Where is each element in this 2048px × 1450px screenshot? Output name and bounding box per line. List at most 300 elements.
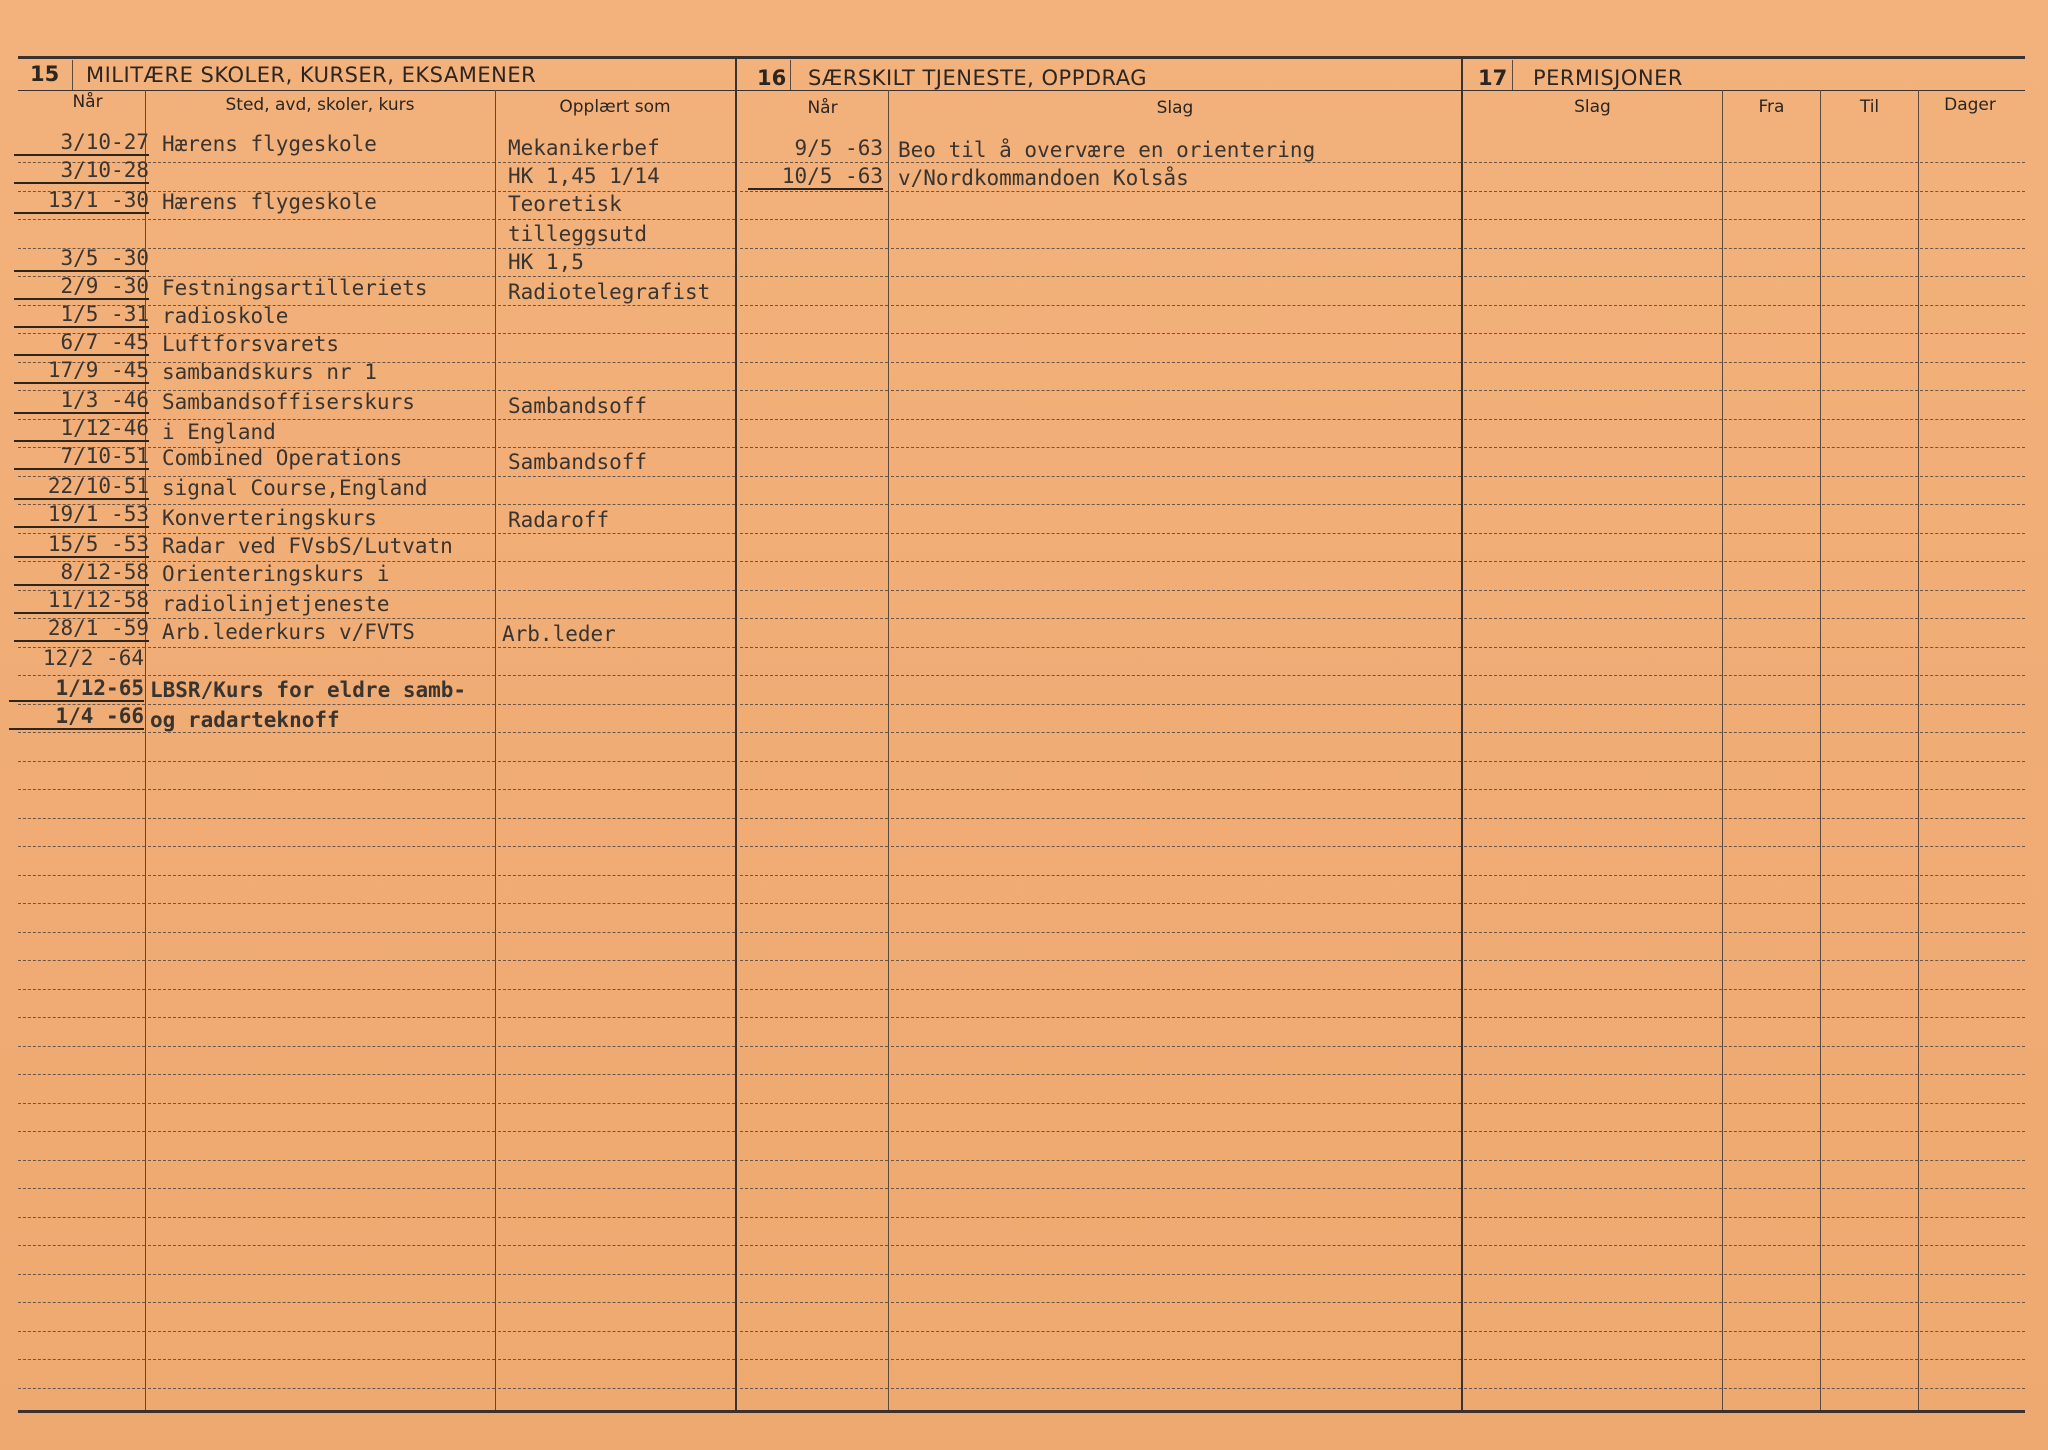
ruled-line	[148, 989, 495, 990]
ruled-line	[1464, 1217, 1722, 1218]
ruled-line	[148, 789, 495, 790]
ruled-line	[1724, 362, 1820, 363]
entry-opplaert: tilleggsutd	[508, 222, 648, 246]
ruled-line	[1822, 1103, 1918, 1104]
ruled-line	[498, 276, 735, 277]
ruled-line	[1920, 191, 2025, 192]
ruled-line	[1822, 1302, 1918, 1303]
entry-date: 7/10-51	[14, 444, 149, 470]
col-divider	[1918, 90, 1919, 1410]
section-divider-16-17	[1461, 58, 1463, 1410]
ruled-line	[148, 1217, 495, 1218]
ruled-line	[1464, 704, 1722, 705]
ruled-line	[891, 1359, 1461, 1360]
ruled-line	[1822, 675, 1918, 676]
ruled-line	[1822, 476, 1918, 477]
entry-sted: sambandskurs nr 1	[162, 360, 377, 384]
ruled-line	[498, 647, 735, 648]
ruled-line	[148, 761, 495, 762]
ruled-line	[740, 362, 888, 363]
ruled-line	[18, 1274, 145, 1275]
ruled-line	[740, 504, 888, 505]
ruled-line	[1724, 618, 1820, 619]
ruled-line	[148, 162, 495, 163]
ruled-line	[891, 1331, 1461, 1332]
ruled-line	[1464, 1131, 1722, 1132]
ruled-line	[498, 818, 735, 819]
ruled-line	[891, 305, 1461, 306]
col-header-slag-16: Slag	[1156, 98, 1194, 118]
ruled-line	[18, 1017, 145, 1018]
ruled-line	[1822, 618, 1918, 619]
ruled-line	[740, 219, 888, 220]
ruled-line	[740, 818, 888, 819]
ruled-line	[498, 732, 735, 733]
ruled-line	[1822, 447, 1918, 448]
ruled-line	[1920, 447, 2025, 448]
ruled-line	[1920, 390, 2025, 391]
entry-date: 28/1 -59	[14, 616, 149, 642]
ruled-line	[891, 818, 1461, 819]
ruled-line	[891, 276, 1461, 277]
ruled-line	[18, 989, 145, 990]
ruled-line	[1920, 675, 2025, 676]
ruled-line	[148, 818, 495, 819]
ruled-line	[1464, 1074, 1722, 1075]
entry-date: 22/10-51	[14, 474, 149, 500]
ruled-line	[18, 1217, 145, 1218]
ruled-line	[740, 932, 888, 933]
entry-sted: Hærens flygeskole	[162, 190, 377, 214]
ruled-line	[148, 1388, 495, 1389]
ruled-line	[148, 1046, 495, 1047]
ruled-line	[148, 1188, 495, 1189]
ruled-line	[18, 1046, 145, 1047]
ruled-line	[18, 932, 145, 933]
ruled-line	[891, 333, 1461, 334]
ruled-line	[1920, 704, 2025, 705]
ruled-line	[148, 1131, 495, 1132]
bottom-border	[18, 1410, 2025, 1413]
ruled-line	[18, 1188, 145, 1189]
entry-date: 8/12-58	[14, 560, 149, 586]
entry-date: 13/1 -30	[14, 188, 149, 214]
ruled-line	[740, 390, 888, 391]
ruled-line	[1822, 704, 1918, 705]
ruled-line	[1464, 504, 1722, 505]
ruled-line	[1724, 1188, 1820, 1189]
entry-opplaert: Arb.leder	[502, 622, 616, 646]
ruled-line	[1464, 191, 1722, 192]
ruled-line	[740, 1245, 888, 1246]
ruled-line	[1464, 732, 1722, 733]
ruled-line	[1822, 1245, 1918, 1246]
ruled-line	[1464, 305, 1722, 306]
ruled-line	[740, 1302, 888, 1303]
ruled-line	[1724, 1331, 1820, 1332]
ruled-line	[498, 1103, 735, 1104]
ruled-line	[1920, 276, 2025, 277]
col-divider	[888, 90, 889, 1410]
ruled-line	[1724, 960, 1820, 961]
ruled-line	[1822, 789, 1918, 790]
ruled-line	[1920, 1388, 2025, 1389]
ruled-line	[891, 1017, 1461, 1018]
ruled-line	[498, 447, 735, 448]
ruled-line	[1920, 818, 2025, 819]
ruled-line	[498, 590, 735, 591]
ruled-line	[498, 1188, 735, 1189]
ruled-line	[891, 1188, 1461, 1189]
ruled-line	[1464, 476, 1722, 477]
col-header-sted: Sted, avd, skoler, kurs	[225, 95, 415, 115]
ruled-line	[1724, 162, 1820, 163]
entry-sted: Radar ved FVsbS/Lutvatn	[162, 534, 453, 558]
ruled-line	[148, 1074, 495, 1075]
ruled-line	[148, 504, 495, 505]
ruled-line	[891, 362, 1461, 363]
entry-date: 15/5 -53	[14, 532, 149, 558]
ruled-line	[148, 846, 495, 847]
ruled-line	[18, 1245, 145, 1246]
ruled-line	[740, 875, 888, 876]
col-divider	[495, 90, 496, 1410]
ruled-line	[891, 162, 1461, 163]
entry-opplaert: Radiotelegrafist	[508, 280, 711, 304]
ruled-line	[891, 419, 1461, 420]
ruled-line	[1724, 1217, 1820, 1218]
top-border	[18, 56, 2025, 59]
ruled-line	[891, 932, 1461, 933]
entry-sted: radioskole	[162, 304, 289, 328]
col-header-slag-17: Slag	[1574, 97, 1611, 117]
ruled-line	[1724, 305, 1820, 306]
ruled-line	[891, 732, 1461, 733]
ruled-line	[740, 590, 888, 591]
ruled-line	[891, 1160, 1461, 1161]
ruled-line	[148, 903, 495, 904]
ruled-line	[1822, 191, 1918, 192]
ruled-line	[1724, 903, 1820, 904]
ruled-line	[18, 789, 145, 790]
ruled-line	[1464, 419, 1722, 420]
ruled-line	[1464, 618, 1722, 619]
ruled-line	[148, 1274, 495, 1275]
ruled-line	[18, 846, 145, 847]
ruled-line	[1920, 419, 2025, 420]
ruled-line	[1464, 1302, 1722, 1303]
ruled-line	[498, 162, 735, 163]
ruled-line	[148, 960, 495, 961]
ruled-line	[891, 447, 1461, 448]
ruled-line	[1724, 932, 1820, 933]
ruled-line	[1464, 1331, 1722, 1332]
entry-date: 1/4 -66	[9, 704, 144, 730]
ruled-line	[1724, 191, 1820, 192]
ruled-line	[1920, 1359, 2025, 1360]
ruled-line	[1464, 903, 1722, 904]
ruled-line	[1920, 875, 2025, 876]
ruled-line	[498, 1160, 735, 1161]
ruled-line	[148, 675, 495, 676]
ruled-line	[148, 932, 495, 933]
ruled-line	[1464, 1388, 1722, 1389]
entry-date: 1/12-65	[9, 676, 144, 702]
ruled-line	[18, 818, 145, 819]
ruled-line	[891, 1302, 1461, 1303]
entry-date: 1/12-46	[14, 416, 149, 442]
ruled-line	[891, 618, 1461, 619]
entry-sted: radiolinjetjeneste	[162, 592, 390, 616]
entry-sted: Sambandsoffiserskurs	[162, 390, 415, 414]
ruled-line	[18, 903, 145, 904]
ruled-line	[1724, 818, 1820, 819]
ruled-line	[498, 761, 735, 762]
ruled-line	[740, 533, 888, 534]
ruled-line	[498, 675, 735, 676]
ruled-line	[18, 761, 145, 762]
ruled-line	[740, 1131, 888, 1132]
col-header-til: Til	[1859, 97, 1880, 117]
ruled-line	[1822, 333, 1918, 334]
ruled-line	[740, 561, 888, 562]
ruled-line	[1920, 1217, 2025, 1218]
entry-date: 9/5 -63	[794, 136, 883, 160]
ruled-line	[1822, 761, 1918, 762]
ruled-line	[1724, 761, 1820, 762]
ruled-line	[740, 419, 888, 420]
ruled-line	[740, 276, 888, 277]
ruled-line	[1464, 647, 1722, 648]
ruled-line	[1724, 1302, 1820, 1303]
entry-date: 17/9 -45	[14, 358, 149, 384]
ruled-line	[1724, 732, 1820, 733]
entry-date: 3/5 -30	[14, 246, 149, 272]
ruled-line	[18, 219, 145, 220]
num-box-divider	[790, 60, 791, 90]
ruled-line	[498, 248, 735, 249]
ruled-line	[1724, 447, 1820, 448]
ruled-line	[498, 789, 735, 790]
ruled-line	[1822, 1359, 1918, 1360]
ruled-line	[891, 1074, 1461, 1075]
ruled-line	[1920, 1188, 2025, 1189]
ruled-line	[18, 875, 145, 876]
ruled-line	[740, 1274, 888, 1275]
ruled-line	[148, 704, 495, 705]
ruled-line	[498, 333, 735, 334]
ruled-line	[498, 1331, 735, 1332]
ruled-line	[498, 1217, 735, 1218]
ruled-line	[1822, 590, 1918, 591]
ruled-line	[740, 1103, 888, 1104]
ruled-line	[1464, 932, 1722, 933]
ruled-line	[740, 447, 888, 448]
ruled-line	[498, 476, 735, 477]
col-header-fra: Fra	[1758, 97, 1785, 117]
ruled-line	[1464, 1188, 1722, 1189]
ruled-line	[1464, 1103, 1722, 1104]
ruled-line	[148, 1359, 495, 1360]
entry-opplaert: Radaroff	[508, 508, 610, 532]
ruled-line	[1920, 162, 2025, 163]
entry-opplaert: HK 1,45 1/14	[508, 164, 660, 188]
ruled-line	[891, 789, 1461, 790]
ruled-line	[1464, 333, 1722, 334]
ruled-line	[740, 248, 888, 249]
ruled-line	[148, 732, 495, 733]
ruled-line	[1724, 1017, 1820, 1018]
ruled-line	[891, 846, 1461, 847]
ruled-line	[1724, 504, 1820, 505]
ruled-line	[1464, 162, 1722, 163]
ruled-line	[1822, 362, 1918, 363]
ruled-line	[891, 675, 1461, 676]
ruled-line	[740, 1217, 888, 1218]
ruled-line	[498, 846, 735, 847]
num-box-divider	[72, 60, 73, 90]
ruled-line	[1724, 1074, 1820, 1075]
ruled-line	[1822, 248, 1918, 249]
ruled-line	[1920, 1331, 2025, 1332]
ruled-line	[1724, 647, 1820, 648]
ruled-line	[498, 1245, 735, 1246]
col-divider	[1722, 90, 1723, 1410]
entry-opplaert: Mekanikerbef	[508, 136, 660, 160]
ruled-line	[1464, 875, 1722, 876]
ruled-line	[498, 533, 735, 534]
ruled-line	[1464, 960, 1722, 961]
ruled-line	[18, 732, 145, 733]
ruled-line	[1724, 1359, 1820, 1360]
ruled-line	[1464, 846, 1722, 847]
ruled-line	[1920, 533, 2025, 534]
ruled-line	[1464, 675, 1722, 676]
ruled-line	[1464, 561, 1722, 562]
ruled-line	[1822, 561, 1918, 562]
ruled-line	[1920, 647, 2025, 648]
ruled-line	[498, 1274, 735, 1275]
entry-date: 10/5 -63	[748, 164, 883, 190]
col-header-opplaert: Opplært som	[559, 97, 671, 117]
entry-sted: og radarteknoff	[150, 708, 340, 732]
ruled-line	[891, 1131, 1461, 1132]
ruled-line	[1464, 1046, 1722, 1047]
ruled-line	[1724, 1388, 1820, 1389]
ruled-line	[1822, 533, 1918, 534]
ruled-line	[498, 561, 735, 562]
ruled-line	[1464, 1274, 1722, 1275]
ruled-line	[891, 1274, 1461, 1275]
ruled-line	[1822, 1388, 1918, 1389]
ruled-line	[1464, 390, 1722, 391]
ruled-line	[740, 1331, 888, 1332]
ruled-line	[1822, 1046, 1918, 1047]
entry-sted: signal Course,England	[162, 476, 428, 500]
ruled-line	[740, 789, 888, 790]
ruled-line	[740, 732, 888, 733]
ruled-line	[740, 1046, 888, 1047]
ruled-line	[1724, 419, 1820, 420]
ruled-line	[1920, 1046, 2025, 1047]
section-17-number: 17	[1478, 66, 1508, 90]
ruled-line	[1724, 875, 1820, 876]
ruled-line	[1464, 818, 1722, 819]
ruled-line	[740, 305, 888, 306]
ruled-line	[148, 590, 495, 591]
ruled-line	[498, 1302, 735, 1303]
ruled-line	[1464, 989, 1722, 990]
section-16-number: 16	[757, 66, 787, 90]
ruled-line	[1822, 390, 1918, 391]
ruled-line	[1920, 846, 2025, 847]
entry-sted: Festningsartilleriets	[162, 276, 428, 300]
col-header-dager: Dager	[1944, 95, 1996, 115]
ruled-line	[1724, 1245, 1820, 1246]
ruled-line	[498, 1359, 735, 1360]
ruled-line	[891, 1217, 1461, 1218]
ruled-line	[498, 932, 735, 933]
num-box-divider	[1512, 60, 1513, 90]
ruled-line	[1920, 960, 2025, 961]
ruled-line	[891, 248, 1461, 249]
ruled-line	[498, 960, 735, 961]
ruled-line	[891, 989, 1461, 990]
ruled-line	[891, 1388, 1461, 1389]
entry-sted: Orienteringskurs i	[162, 562, 390, 586]
ruled-line	[18, 1131, 145, 1132]
col-header-naar-16: Når	[807, 98, 838, 118]
ruled-line	[498, 219, 735, 220]
ruled-line	[891, 219, 1461, 220]
ruled-line	[1822, 504, 1918, 505]
ruled-line	[1920, 732, 2025, 733]
ruled-line	[1464, 1245, 1722, 1246]
ruled-line	[498, 903, 735, 904]
ruled-line	[1464, 533, 1722, 534]
ruled-line	[1724, 989, 1820, 990]
ruled-line	[1464, 276, 1722, 277]
ruled-line	[498, 419, 735, 420]
ruled-line	[1920, 1160, 2025, 1161]
ruled-line	[1724, 276, 1820, 277]
ruled-line	[1724, 789, 1820, 790]
ruled-line	[740, 704, 888, 705]
entry-date: 2/9 -30	[14, 274, 149, 300]
ruled-line	[740, 1074, 888, 1075]
header-divider	[18, 90, 2025, 91]
ruled-line	[1822, 846, 1918, 847]
ruled-line	[1920, 789, 2025, 790]
ruled-line	[498, 1131, 735, 1132]
ruled-line	[891, 390, 1461, 391]
ruled-line	[891, 1103, 1461, 1104]
entry-slag: Beo til å overvære en orientering	[898, 138, 1316, 162]
ruled-line	[498, 390, 735, 391]
ruled-line	[498, 704, 735, 705]
ruled-line	[1822, 903, 1918, 904]
ruled-line	[1920, 1302, 2025, 1303]
ruled-line	[740, 903, 888, 904]
section-17-title: PERMISJONER	[1533, 66, 1683, 90]
ruled-line	[1822, 419, 1918, 420]
ruled-line	[1822, 960, 1918, 961]
ruled-line	[18, 1074, 145, 1075]
entry-sted: Konverteringskurs	[162, 506, 377, 530]
ruled-line	[1464, 219, 1722, 220]
ruled-line	[1920, 333, 2025, 334]
ruled-line	[1822, 647, 1918, 648]
